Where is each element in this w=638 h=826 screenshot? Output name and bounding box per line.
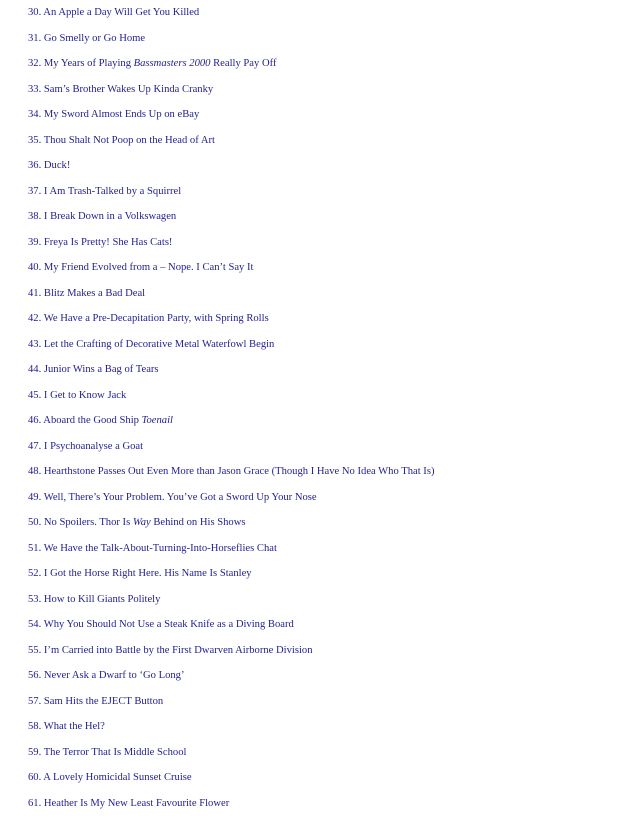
chapter-link[interactable] — [28, 696, 163, 707]
chapter-title-text: 52. I Got the Horse Right Here. His Name Is Stanley — [28, 568, 252, 579]
chapter-link[interactable] — [28, 543, 277, 554]
chapter-link[interactable] — [28, 58, 276, 69]
toc-entry — [28, 510, 628, 536]
toc-entry — [28, 612, 628, 638]
chapter-link[interactable] — [28, 568, 252, 579]
chapter-title-text: 34. My Sword Almost Ends Up on eBay — [28, 109, 200, 120]
chapter-title-text: 58. What the Hel? — [28, 721, 105, 732]
toc-entry — [28, 740, 628, 766]
chapter-title-text: 59. The Terror That Is Middle School — [28, 746, 187, 758]
chapter-title-text: 40. My Friend Evolved from a – Nope. I Can’t Say It — [28, 262, 254, 273]
chapter-link[interactable] — [28, 721, 105, 732]
chapter-link[interactable] — [28, 772, 192, 783]
chapter-title-text: 55. I’m Carried into Battle by the First Dwarven Airborne Division — [28, 644, 313, 656]
chapter-link[interactable] — [28, 339, 274, 350]
toc-entry — [28, 332, 628, 358]
chapter-title-italic: Bassmasters 2000 — [133, 58, 211, 69]
toc-entry — [28, 179, 628, 205]
chapter-title-text: 35. Thou Shalt Not Poop on the Head of Art — [28, 134, 215, 146]
chapter-title-text: 39. Freya Is Pretty! She Has Cats! — [28, 236, 173, 248]
chapter-link[interactable] — [28, 747, 186, 758]
toc-entry — [28, 128, 628, 154]
chapter-link[interactable] — [28, 415, 173, 426]
chapter-link[interactable] — [28, 670, 185, 681]
toc-entry — [28, 638, 628, 664]
chapter-title-text: Behind on His Shows — [150, 517, 246, 528]
chapter-title-text: 41. Blitz Makes a Bad Deal — [28, 287, 146, 299]
toc-entry — [28, 51, 628, 77]
toc-entry — [28, 689, 628, 715]
chapter-link[interactable] — [28, 798, 229, 809]
chapter-link[interactable] — [28, 84, 213, 95]
chapter-title-text: 37. I Am Trash-Talked by a Squirrel — [28, 185, 182, 197]
chapter-link[interactable] — [28, 33, 145, 44]
chapter-title-text: 50. No Spoilers. Thor Is — [28, 517, 133, 528]
toc-entry — [28, 281, 628, 307]
chapter-link[interactable] — [28, 619, 294, 630]
toc-entry — [28, 459, 628, 485]
chapter-link[interactable] — [28, 186, 181, 197]
chapter-title-text: 57. Sam Hits the EJECT Button — [28, 695, 164, 707]
toc-entry — [28, 255, 628, 281]
toc-entry — [28, 561, 628, 587]
toc-entry — [28, 306, 628, 332]
chapter-title-text: 30. An Apple a Day Will Get You Killed — [28, 7, 200, 18]
toc-entry — [28, 536, 628, 562]
chapter-link[interactable] — [28, 7, 199, 18]
chapter-link[interactable] — [28, 211, 176, 222]
toc-entry — [28, 26, 628, 52]
chapter-link[interactable] — [28, 466, 434, 477]
chapter-title-text: 54. Why You Should Not Use a Steak Knife as a Diving Board — [28, 619, 294, 630]
toc-entry — [28, 663, 628, 689]
chapter-title-text: 60. A Lovely Homicidal Sunset Cruise — [28, 772, 192, 783]
chapter-title-text: 61. Heather Is My New Least Favourite Flower — [28, 797, 230, 809]
chapter-link[interactable] — [28, 288, 145, 299]
toc-entry — [28, 714, 628, 740]
chapter-title-text: 43. Let the Crafting of Decorative Metal Waterfowl Begin — [28, 338, 275, 350]
chapter-link[interactable] — [28, 594, 160, 605]
chapter-title-text: Really Pay Off — [210, 58, 277, 69]
chapter-title-text: 56. Never Ask a Dwarf to ‘Go Long’ — [28, 670, 185, 681]
chapter-title-text: 33. Sam’s Brother Wakes Up Kinda Cranky — [28, 83, 214, 95]
chapter-title-text: 48. Hearthstone Passes Out Even More than Jason Grace (Though I Have No Idea Who That Is) — [28, 466, 435, 477]
toc-entry — [28, 485, 628, 511]
chapter-title-text: 47. I Psychoanalyse a Goat — [28, 440, 144, 452]
chapter-link[interactable] — [28, 645, 313, 656]
chapter-title-text: 36. Duck! — [28, 160, 71, 171]
chapter-title-text: 32. My Years of Playing — [28, 58, 134, 69]
chapter-link[interactable] — [28, 517, 245, 528]
toc-entry — [28, 383, 628, 409]
chapter-link[interactable] — [28, 262, 253, 273]
chapter-link[interactable] — [28, 364, 159, 375]
chapter-link[interactable] — [28, 237, 172, 248]
chapter-link[interactable] — [28, 492, 317, 503]
toc-entry — [28, 587, 628, 613]
chapter-title-text: 44. Junior Wins a Bag of Tears — [28, 364, 159, 375]
toc-entry — [28, 408, 628, 434]
chapter-title-text: 46. Aboard the Good Ship — [28, 415, 142, 426]
chapter-title-italic: Way — [132, 517, 151, 528]
toc-entry — [28, 0, 628, 26]
chapter-link[interactable] — [28, 313, 269, 324]
chapter-title-text: 51. We Have the Talk-About-Turning-Into-Horseflies Chat — [28, 542, 277, 554]
toc-entry — [28, 77, 628, 103]
toc-entry — [28, 204, 628, 230]
chapter-title-text: 45. I Get to Know Jack — [28, 389, 127, 401]
chapter-link[interactable] — [28, 160, 70, 171]
chapter-link[interactable] — [28, 109, 199, 120]
chapter-title-text: 49. Well, There’s Your Problem. You’ve Got a Sword Up Your Nose — [28, 491, 317, 503]
chapter-title-text: 38. I Break Down in a Volkswagen — [28, 211, 177, 222]
chapter-title-text: 42. We Have a Pre-Decapitation Party, with Spring Rolls — [28, 313, 269, 324]
table-of-contents — [28, 0, 628, 816]
toc-entry — [28, 765, 628, 791]
chapter-title-text: 31. Go Smelly or Go Home — [28, 32, 146, 44]
toc-entry — [28, 791, 628, 817]
chapter-title-text: 53. How to Kill Giants Politely — [28, 593, 161, 605]
toc-entry — [28, 102, 628, 128]
chapter-link[interactable] — [28, 390, 126, 401]
chapter-link[interactable] — [28, 135, 215, 146]
toc-entry — [28, 434, 628, 460]
toc-entry — [28, 153, 628, 179]
chapter-link[interactable] — [28, 441, 143, 452]
toc-entry — [28, 357, 628, 383]
toc-entry — [28, 230, 628, 256]
chapter-title-italic: Toenail — [141, 415, 173, 426]
